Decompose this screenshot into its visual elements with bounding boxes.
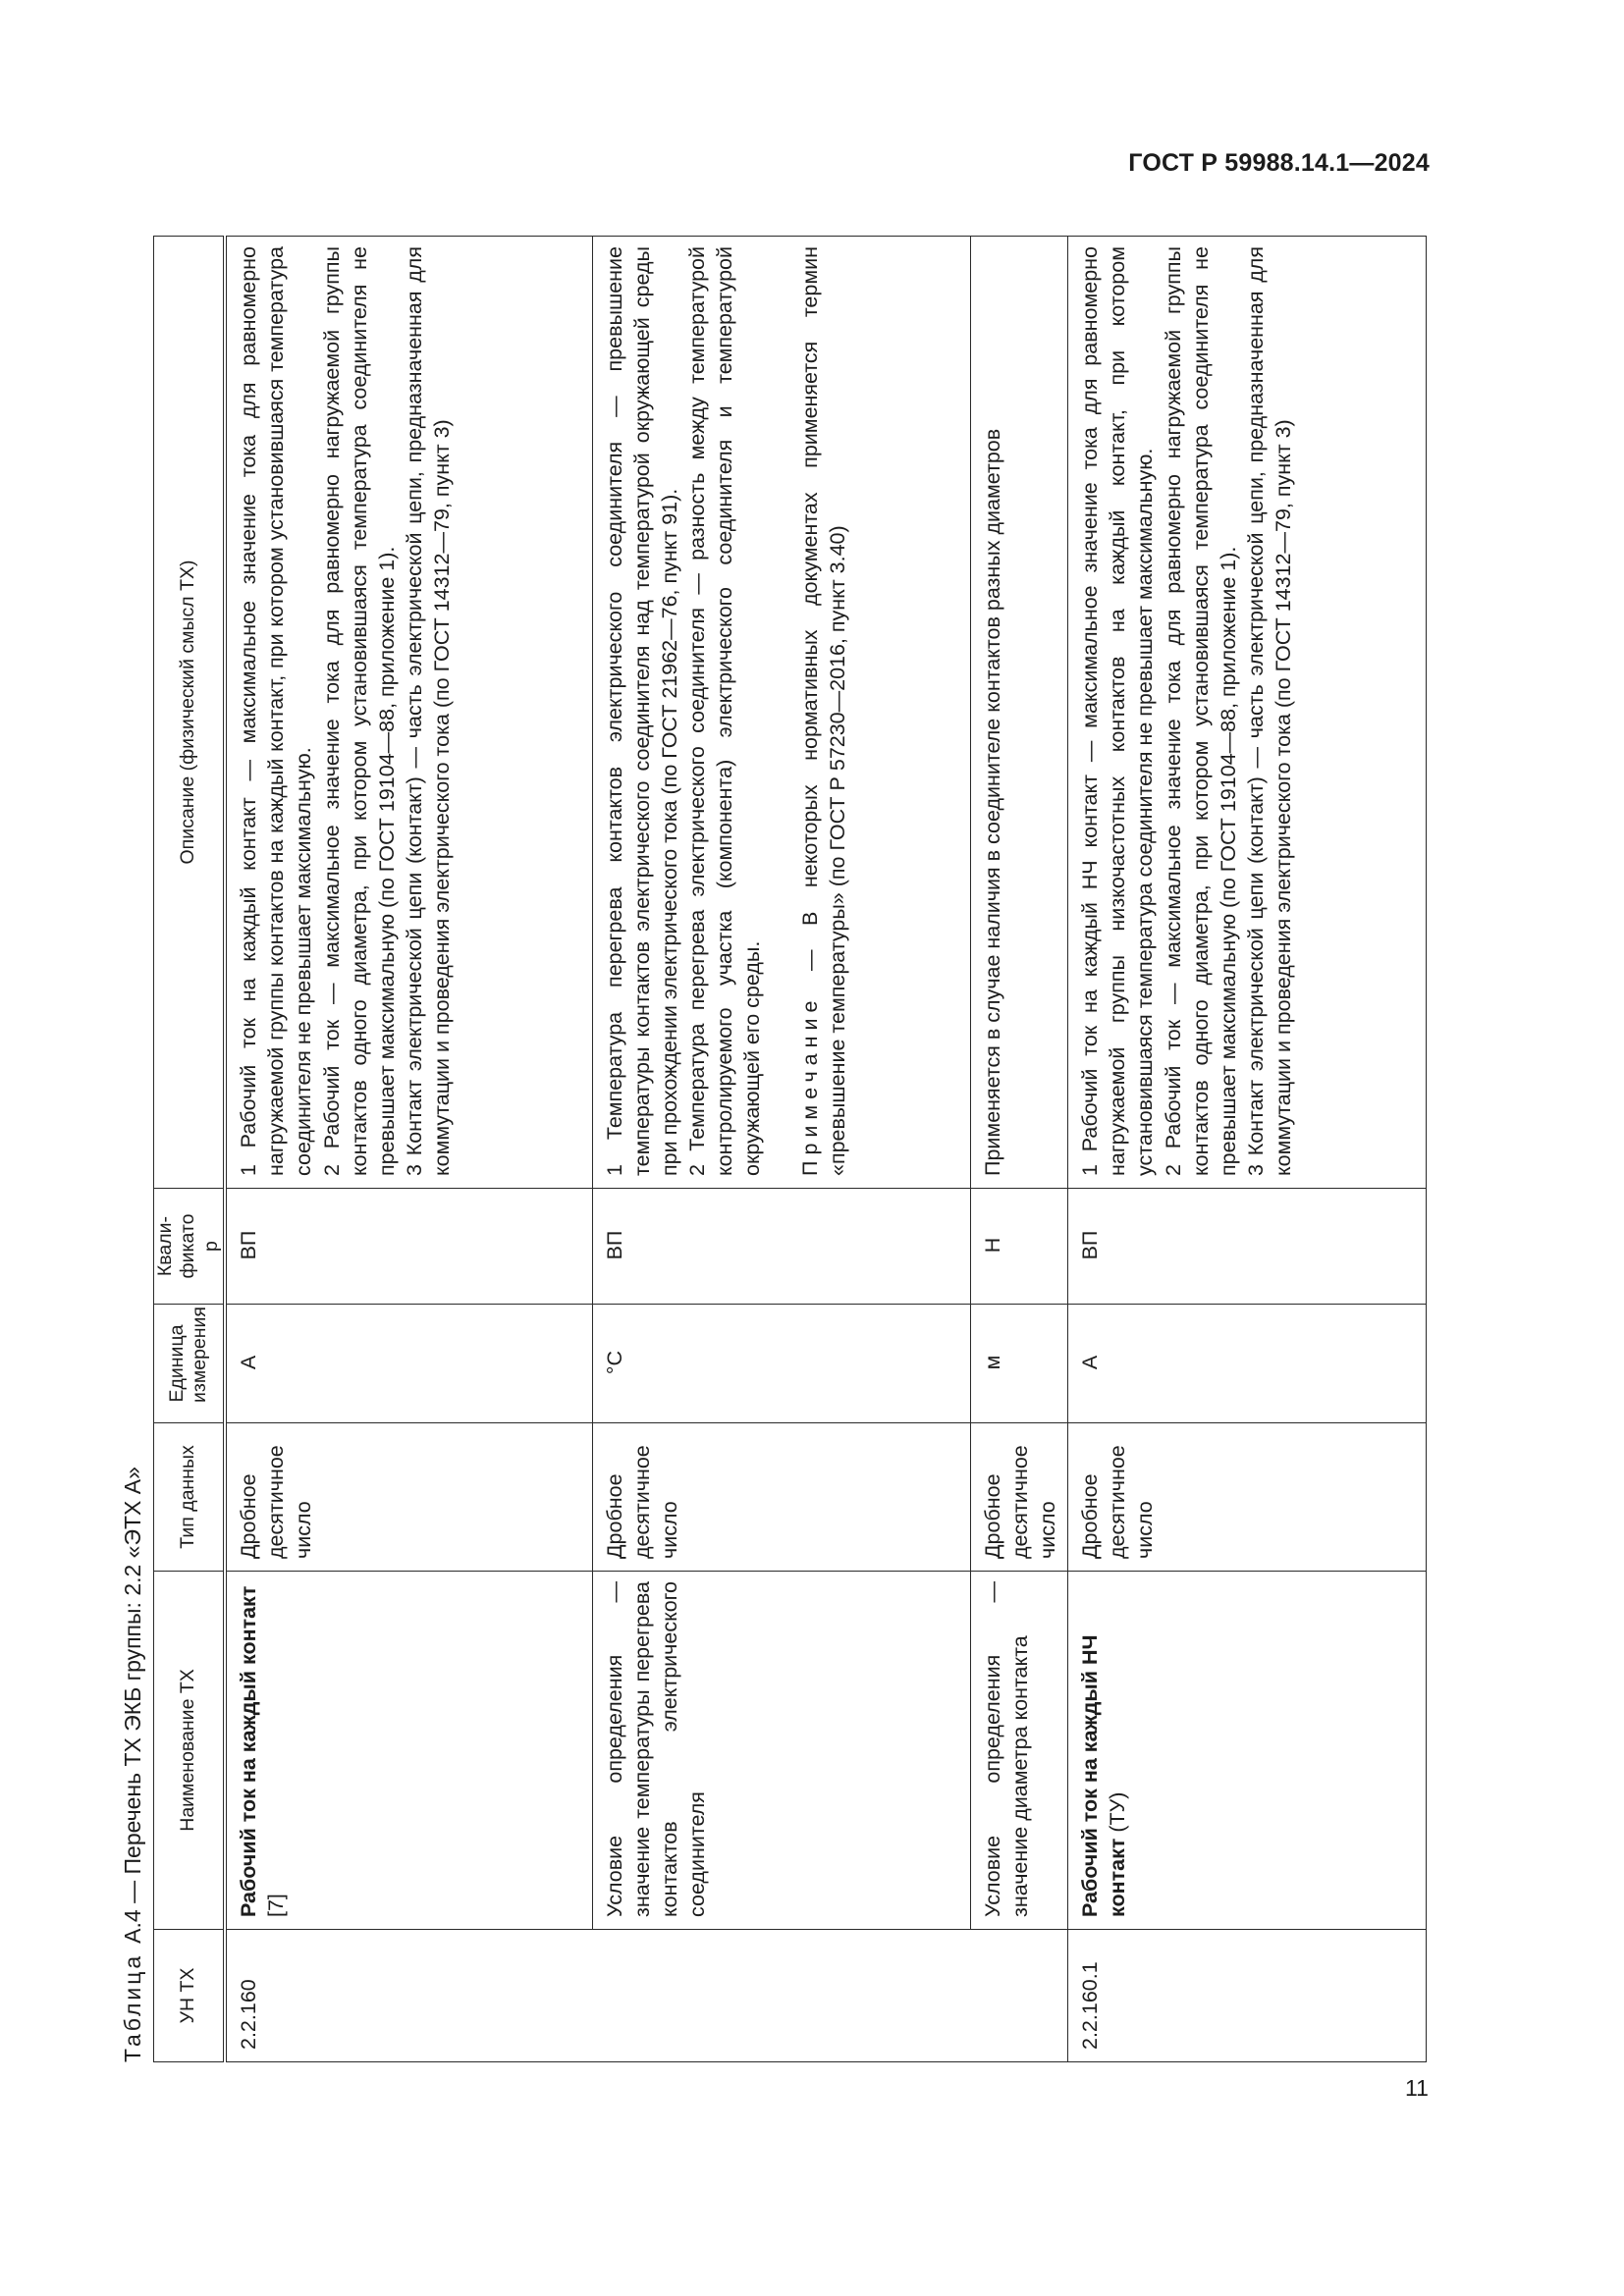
- characteristics-table: [153, 236, 1427, 2062]
- rotated-table-page: [113, 232, 1429, 2062]
- cell-data-type-text: Дробное десятичное число: [602, 1445, 681, 1559]
- description-paragraph: 3 Контакт электрической цепи (контакт) — часть электрической цепи, предназначенная для коммутации и проведения электрического тока (по ГОСТ 14312—79, пункт 3): [1244, 246, 1296, 1176]
- cell-name-bold: Рабочий ток на каждый НЧ контакт: [1078, 1634, 1130, 1917]
- cell-description: [970, 237, 1067, 1189]
- page-number: 11: [1405, 2075, 1429, 2101]
- cell-data-type: [970, 1423, 1067, 1572]
- cell-description: [592, 237, 970, 1189]
- table-row: [225, 237, 592, 2062]
- cell-description-text: [971, 237, 1012, 1188]
- description-paragraph: 1 Рабочий ток на каждый НЧ контакт — максимальное значение тока для равномерно нагружаемой группы низкочастотных контактов на каждый контакт, при котором установившаяся температура соединителя не превышает максимальную.: [1078, 246, 1158, 1176]
- description-paragraph: 2 Рабочий ток — максимальное значение тока для равномерно нагружаемой группы контактов одного диаметра, при котором установившаяся температура соединителя не превышает максимальную (по ГОСТ 19104—88, приложение 1).: [1161, 246, 1240, 1176]
- note-label: Примечание: [797, 994, 822, 1176]
- cell-unit-text: А: [1078, 1355, 1103, 1370]
- description-paragraph: 2 Рабочий ток — максимальное значение тока для равномерно нагружаемой группы контактов одного диаметра, при котором установившаяся температура соединителя не превышает максимальную (по ГОСТ 19104—88, приложение 1).: [319, 246, 399, 1176]
- header-unit-text: Единица измерения: [165, 1307, 211, 1403]
- table-row: [592, 237, 970, 2062]
- header-qualifier: [154, 1189, 226, 1305]
- cell-qualifier: [970, 1189, 1067, 1305]
- cell-qualifier-text: ВП: [602, 1230, 626, 1260]
- cell-qualifier-text: ВП: [237, 1230, 261, 1260]
- cell-code: [225, 1930, 1067, 2062]
- header-qualifier-text: Квали-фикатор: [154, 1213, 222, 1279]
- cell-data-type-text: Дробное десятичное число: [1078, 1445, 1158, 1559]
- cell-unit: [970, 1305, 1067, 1423]
- cell-data-type-text: Дробное десятичное число: [237, 1445, 316, 1559]
- cell-unit: [592, 1305, 970, 1423]
- cell-data-type: [592, 1423, 970, 1572]
- cell-qualifier: [1068, 1189, 1427, 1305]
- cell-code-text: 2.2.160: [237, 1979, 261, 2050]
- cell-qualifier-text: Н: [980, 1237, 1004, 1254]
- cell-name-bold: Рабочий ток на каждый контакт: [237, 1585, 261, 1917]
- cell-code-text: 2.2.160.1: [1078, 1961, 1103, 2050]
- cell-description-text: [227, 237, 461, 1188]
- cell-name-suffix: [7]: [264, 1894, 289, 1917]
- cell-qualifier: [592, 1189, 970, 1305]
- table-caption-text: А.4 — Перечень ТХ ЭКБ группы: 2.2 «ЭТХ А»: [119, 1467, 145, 1944]
- note-text: — В некоторых нормативных документах применяется термин «превышение температуры» (по ГОСТ Р 57230—2016, пункт 3.40): [797, 246, 849, 1176]
- header-code: УН ТХ: [154, 1930, 226, 2062]
- header-unit: [154, 1305, 226, 1423]
- cell-description-text: [1068, 237, 1303, 1188]
- table-caption: [113, 1467, 152, 2062]
- standard-header: ГОСТ Р 59988.14.1—2024: [1128, 149, 1430, 177]
- cell-unit-text: °С: [602, 1350, 626, 1375]
- header-description: Описание (физический смысл ТХ): [154, 237, 226, 1189]
- cell-qualifier-text: ВП: [1078, 1230, 1103, 1260]
- cell-name: [225, 1572, 592, 1930]
- description-paragraph: 2 Температура перегрева электрического соединителя — разность между температурой контролируемого участка (компонента) электрического соединителя и температурой окружающей его среды.: [685, 246, 765, 1176]
- description-paragraph: Применяется в случае наличия в соединителе контактов разных диаметров: [980, 428, 1004, 1176]
- cell-description: [1068, 237, 1427, 1189]
- table-row: [1068, 237, 1427, 2062]
- cell-unit-text: м: [980, 1355, 1004, 1370]
- cell-name: [592, 1572, 970, 1930]
- cell-name-text: [1068, 1572, 1137, 1929]
- cell-code: [1068, 1930, 1427, 2062]
- description-paragraph: 3 Контакт электрической цепи (контакт) — часть электрической цепи, предназначенная для коммутации и проведения электрического тока (по ГОСТ 14312—79, пункт 3): [403, 246, 455, 1176]
- cell-name-text: Условие определения — значение диаметра контакта: [980, 1581, 1032, 1917]
- cell-name-text: Условие определения — значение температуры перегрева контактов электрического соединителя: [602, 1581, 710, 1917]
- cell-description: [225, 237, 592, 1189]
- table-row: [970, 237, 1067, 2062]
- table-header-row: [154, 237, 226, 2062]
- cell-name-text: [227, 1572, 296, 1929]
- description-note: [796, 246, 851, 1176]
- cell-name-suffix: (ТУ): [1106, 1791, 1130, 1839]
- cell-name: [1068, 1572, 1427, 1930]
- cell-unit: [1068, 1305, 1427, 1423]
- cell-unit: [225, 1305, 592, 1423]
- cell-qualifier: [225, 1189, 592, 1305]
- table-caption-prefix: Таблица: [119, 1952, 145, 2062]
- cell-data-type: [1068, 1423, 1427, 1572]
- cell-name: [970, 1572, 1067, 1930]
- description-paragraph: 1 Рабочий ток на каждый контакт — максимальное значение тока для равномерно нагружаемой группы контактов на каждый контакт, при котором установившаяся температура соединителя не превышает максимальную.: [237, 246, 316, 1176]
- description-paragraph: 1 Температура перегрева контактов электрического соединителя — превышение температуры контактов электрического соединителя над температурой окружающей среды при прохождении электрического тока (по ГОСТ 21962—76, пункт 91).: [602, 246, 681, 1176]
- header-name: Наименование ТХ: [154, 1572, 226, 1930]
- cell-unit-text: А: [237, 1355, 261, 1370]
- cell-data-type: [225, 1423, 592, 1572]
- cell-description-text: [593, 237, 857, 1188]
- cell-data-type-text: Дробное десятичное число: [980, 1445, 1059, 1559]
- header-data-type: Тип данных: [154, 1423, 226, 1572]
